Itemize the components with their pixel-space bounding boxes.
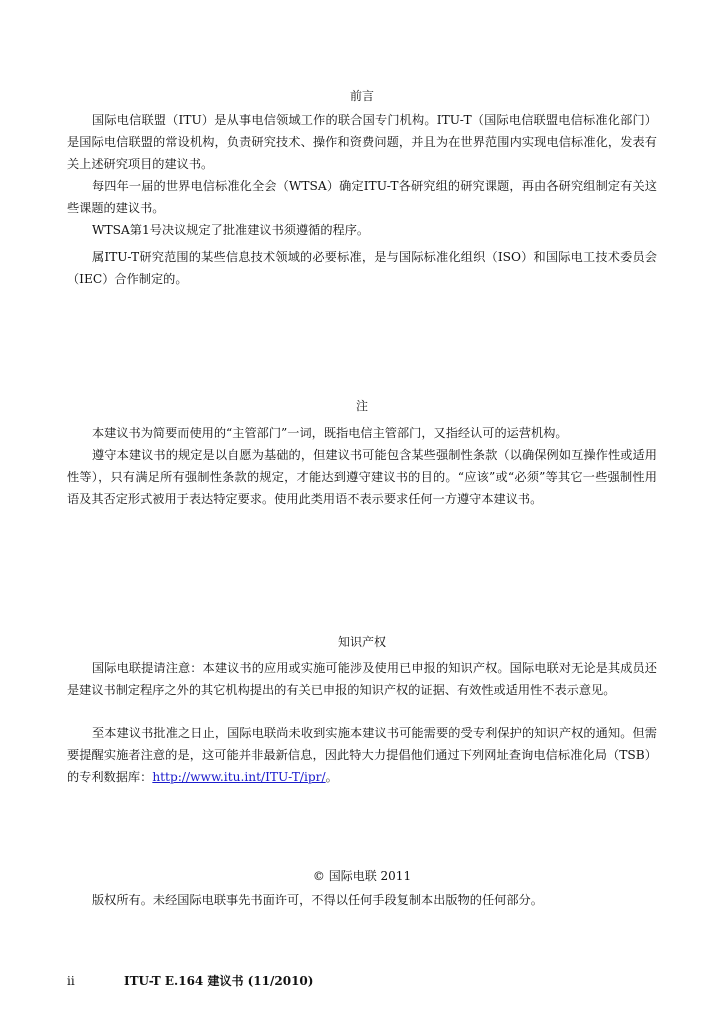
ipr-paragraph-2 bbox=[67, 722, 657, 788]
note-paragraph-2: 遵守本建议书的规定是以自愿为基础的，但建议书可能包含某些强制性条款（以确保例如互操作性或适用性等），只有满足所有强制性条款的规定，才能达到遵守建议书的目的。“应该”或“必须”等其它一些强制性用语及其否定形式被用于表达特定要求。使用此类用语不表示要求任何一方遵守本建议书。 bbox=[67, 448, 657, 506]
copyright-title: © 国际电联 2011 bbox=[312, 869, 412, 883]
foreword-paragraph-1: 国际电信联盟（ITU）是从事电信领域工作的联合国专门机构。ITU-T（国际电信联盟电信标准化部门）是国际电信联盟的常设机构，负责研究技术、操作和资费问题，并且为在世界范围内实现电信标准化，发表有关上述研究项目的建议书。 bbox=[67, 113, 657, 171]
ipr-database-link[interactable]: http://www.itu.int/ITU-T/ipr/ bbox=[152, 770, 326, 784]
note-paragraph-1: 本建议书为简要而使用的“主管部门”一词，既指电信主管部门，又指经认可的运营机构。 bbox=[92, 426, 568, 440]
ipr-paragraph-1: 国际电联提请注意：本建议书的应用或实施可能涉及使用已申报的知识产权。国际电联对无论是其成员还是建议书制定程序之外的其它机构提出的有关已申报的知识产权的证据、有效性或适用性不表示意见。 bbox=[67, 661, 657, 697]
foreword-paragraph-2: 每四年一届的世界电信标准化全会（WTSA）确定ITU-T各研究组的研究课题，再由各研究组制定有关这些课题的建议书。 bbox=[67, 179, 657, 215]
ipr-paragraph-2-text: 至本建议书批准之日止，国际电联尚未收到实施本建议书可能需要的受专利保护的知识产权的通知。但需要提醒实施者注意的是，这可能并非最新信息，因此特大力提倡他们通过下列网址查询电信标准化局（TSB）的专利数据库： bbox=[67, 726, 657, 784]
footer-document-title: ITU-T E.164 建议书 (11/2010) bbox=[124, 974, 314, 988]
ipr-title: 知识产权 bbox=[337, 635, 386, 649]
foreword-paragraph-4: 属ITU-T研究范围的某些信息技术领域的必要标准，是与国际标准化组织（ISO）和国际电工技术委员会（IEC）合作制定的。 bbox=[67, 250, 657, 286]
foreword-paragraph-3: WTSA第1号决议规定了批准建议书须遵循的程序。 bbox=[92, 223, 370, 237]
ipr-paragraph-2-end: 。 bbox=[325, 770, 338, 784]
foreword-title: 前言 bbox=[349, 89, 374, 103]
note-title: 注 bbox=[355, 399, 368, 413]
copyright-text: 版权所有。未经国际电联事先书面许可，不得以任何手段复制本出版物的任何部分。 bbox=[92, 893, 543, 907]
footer-page-number: ii bbox=[67, 974, 75, 988]
